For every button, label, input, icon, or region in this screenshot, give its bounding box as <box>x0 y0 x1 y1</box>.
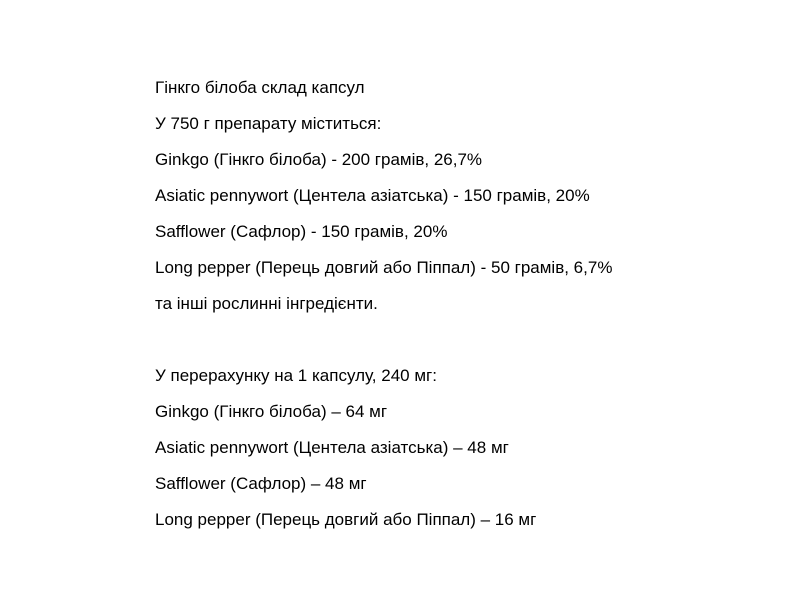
composition-item-ginkgo: Ginkgo (Гінкго білоба) - 200 грамів, 26,7% <box>155 150 483 169</box>
per-capsule-item-ginkgo: Ginkgo (Гінкго білоба) – 64 мг <box>155 402 388 421</box>
per-capsule-item-pennywort: Asiatic pennywort (Центела азіатська) – 48 мг <box>155 438 509 457</box>
composition-intro: У 750 г препарату міститься: <box>155 114 382 133</box>
section-spacer <box>155 322 775 358</box>
composition-item-long-pepper: Long pepper (Перець довгий або Піппал) - 50 грамів, 6,7% <box>155 258 613 277</box>
composition-item-pennywort: Asiatic pennywort (Центела азіатська) - 150 грамів, 20% <box>155 186 590 205</box>
per-capsule-intro: У перерахунку на 1 капсулу, 240 мг: <box>155 366 437 385</box>
document-title: Гінкго білоба склад капсул <box>155 78 365 97</box>
per-capsule-item-long-pepper: Long pepper (Перець довгий або Піппал) – 16 мг <box>155 510 537 529</box>
document-body <box>155 70 775 538</box>
composition-item-safflower: Safflower (Сафлор) - 150 грамів, 20% <box>155 222 448 241</box>
per-capsule-item-safflower: Safflower (Сафлор) – 48 мг <box>155 474 367 493</box>
composition-outro: та інші рослинні інгредієнти. <box>155 294 378 313</box>
